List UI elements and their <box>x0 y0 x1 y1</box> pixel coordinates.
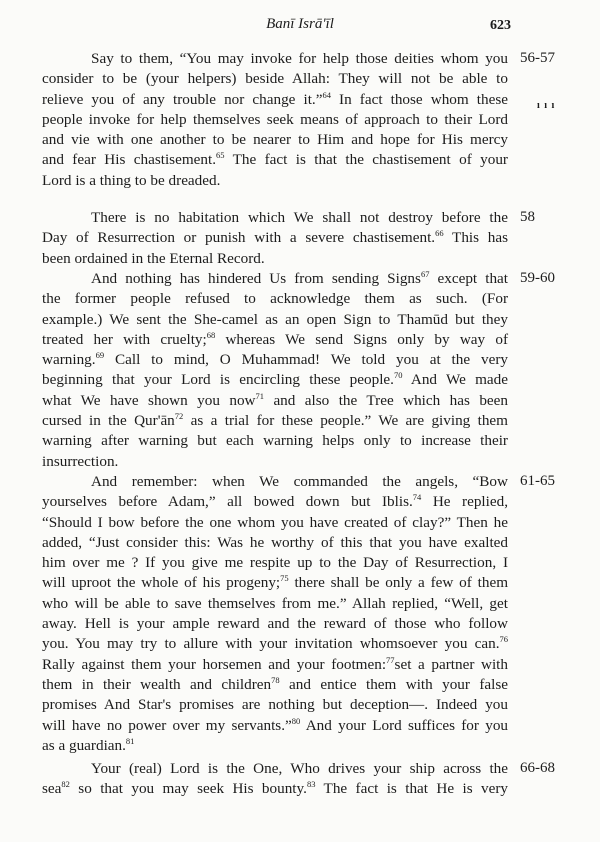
text-segment: except that <box>429 270 509 287</box>
text-segment: cursed in the Qur'ān <box>42 412 175 430</box>
text-segment: so that you may seek His bounty. <box>69 780 307 798</box>
text-line <box>42 391 508 411</box>
text-segment: insurrection. <box>42 452 119 470</box>
text-line <box>42 49 508 69</box>
text-line <box>42 655 508 675</box>
text-line <box>42 513 508 533</box>
text-segment: Your (real) Lord is the One, Who drives your ship across the <box>91 760 508 777</box>
text-segment: beginning that your Lord is encircling these people. <box>42 371 394 389</box>
text-segment: consider to be (your helpers) beside Allah: They will not be able to <box>42 70 508 88</box>
text-segment: The fact is that the chastisement of your <box>224 151 508 169</box>
text-line <box>42 69 508 89</box>
text-line <box>42 350 508 370</box>
text-segment: people invoke for help themselves seek means of approach to their Lord <box>42 110 508 128</box>
text-segment: and also the Tree which has been <box>264 391 508 409</box>
footnote-marker: 75 <box>280 573 289 584</box>
text-segment: who will be able to save themselves from me.” Allah replied, “Well, get <box>42 594 508 612</box>
text-segment: Say to them, “You may invoke for help those deities whom you <box>91 50 508 67</box>
text-segment: warning. <box>42 351 96 369</box>
text-line <box>42 695 508 715</box>
paragraph <box>42 269 508 472</box>
text-segment: And your Lord suffices for you <box>300 716 509 734</box>
text-line <box>42 716 508 736</box>
text-line <box>42 150 508 170</box>
text-segment: will have no power over my servants.” <box>42 716 292 734</box>
text-line <box>42 330 508 350</box>
verse-reference: 66-68 <box>520 760 555 776</box>
text-line <box>42 370 508 390</box>
text-line <box>42 736 508 756</box>
text-line <box>42 472 508 492</box>
footnote-marker: 65 <box>216 150 225 161</box>
text-segment: and entice them with your false <box>279 675 509 693</box>
footnote-marker: 66 <box>435 228 444 239</box>
text-segment: whereas We send Signs only by way of <box>215 330 508 348</box>
paragraph <box>42 49 508 191</box>
verse-reference: 61-65 <box>520 473 555 489</box>
text-line <box>42 759 508 779</box>
text-segment: relieve you of any trouble nor change it.” <box>42 90 323 108</box>
page-number: 623 <box>490 18 511 33</box>
text-segment: and fear His chastisement. <box>42 151 216 169</box>
text-segment: sea <box>42 780 62 798</box>
text-segment: there shall be only a few of them <box>288 574 509 592</box>
text-segment: what We have shown you now <box>42 391 256 409</box>
text-line <box>42 289 508 309</box>
text-segment: The fact is that He is very <box>315 780 508 798</box>
text-segment: away. Hell is your ample reward and the reward of those who follow <box>42 615 508 633</box>
text-segment: There is no habitation which We shall not destroy before the <box>91 209 508 226</box>
paragraph <box>42 759 508 800</box>
text-segment: will uproot the whole of his progeny; <box>42 574 281 592</box>
running-title: Banī Isrā'īl <box>266 16 334 32</box>
text-line <box>42 110 508 130</box>
footnote-marker: 70 <box>393 370 403 381</box>
text-segment: Call to mind, O Muhammad! We told you at the very <box>104 351 508 369</box>
footnote-marker: 74 <box>412 492 422 503</box>
text-segment: as a guardian. <box>42 736 126 754</box>
text-line <box>42 634 508 654</box>
text-segment: treated her with cruelty; <box>42 330 207 348</box>
text-segment: And nothing has hindered Us from sending Signs <box>91 270 421 287</box>
text-segment: “Should I bow before the one whom you have created of clay?” Then he <box>42 513 508 531</box>
text-segment: set a partner with <box>394 655 508 673</box>
text-line <box>42 675 508 695</box>
text-line <box>42 228 508 248</box>
verse-reference: 59-60 <box>520 270 555 286</box>
text-segment: yourselves before Adam,” all bowed down but Iblis. <box>42 493 413 511</box>
text-line <box>42 594 508 614</box>
text-segment: example.) We sent the She-camel as an open Sign to Thamūd but they <box>42 310 508 328</box>
text-segment: Rally against them your horsemen and your footmen: <box>42 655 387 673</box>
footnote-marker: 83 <box>306 779 316 790</box>
text-segment: And remember: when We commanded the angels, “Bow <box>91 473 508 490</box>
text-segment: In fact those whom these <box>330 90 508 108</box>
footnote-marker: 82 <box>61 779 70 790</box>
text-segment: added, “Just consider this: Was he worthy of this that you have exalted <box>42 533 508 551</box>
text-line <box>42 431 508 451</box>
footnote-marker: 78 <box>271 674 280 685</box>
text-segment: and vie with one another to be nearer to Him and hope for His mercy <box>42 131 508 149</box>
footnote-marker: 81 <box>125 735 135 746</box>
text-segment: Lord is a thing to be dreaded. <box>42 171 221 189</box>
text-segment: them in their wealth and children <box>42 675 272 693</box>
text-segment: warning after warning but each warning helps only to increase their <box>42 432 508 450</box>
margin-mark: ı ı ı <box>537 100 556 111</box>
text-segment: him over me ? If you give me respite up to the Day of Resurrection, I <box>42 554 508 572</box>
footnote-marker: 71 <box>255 390 265 401</box>
paragraph <box>42 472 508 756</box>
text-line <box>42 130 508 150</box>
text-segment: This has <box>443 229 508 247</box>
footnote-marker: 80 <box>291 715 301 726</box>
verse-reference: 56-57 <box>520 50 555 66</box>
footnote-marker: 68 <box>206 329 216 340</box>
text-line <box>42 614 508 634</box>
footnote-marker: 67 <box>420 269 430 279</box>
footnote-marker: 69 <box>95 350 105 361</box>
text-segment: you. You may try to allure with your invitation whomsoever you can. <box>42 635 500 653</box>
text-line <box>42 171 508 191</box>
paragraph <box>42 208 508 269</box>
text-line <box>42 208 508 228</box>
text-line <box>42 310 508 330</box>
text-segment: He replied, <box>421 493 508 511</box>
text-line <box>42 779 508 799</box>
footnote-marker: 72 <box>174 411 184 422</box>
text-segment: as a trial for these people.” We are giving them <box>183 412 508 430</box>
text-segment: Day of Resurrection or punish with a severe chastisement. <box>42 229 436 247</box>
text-segment: And We made <box>402 371 508 389</box>
text-line <box>42 90 508 110</box>
text-segment: promises And Star's promises are nothing but deception—. Indeed you <box>42 696 508 714</box>
verse-reference: 58 <box>520 209 535 225</box>
text-line <box>42 411 508 431</box>
footnote-marker: 76 <box>499 634 508 645</box>
text-line <box>42 553 508 573</box>
text-line <box>42 573 508 593</box>
text-line <box>42 249 508 269</box>
text-segment: been ordained in the Eternal Record. <box>42 249 265 267</box>
footnote-marker: 77 <box>386 654 395 665</box>
text-line <box>42 492 508 512</box>
text-line <box>42 533 508 553</box>
text-line <box>42 269 508 289</box>
text-segment: the former people refused to acknowledge them as such. (For <box>42 290 508 308</box>
footnote-marker: 64 <box>322 89 331 100</box>
text-line <box>42 452 508 472</box>
